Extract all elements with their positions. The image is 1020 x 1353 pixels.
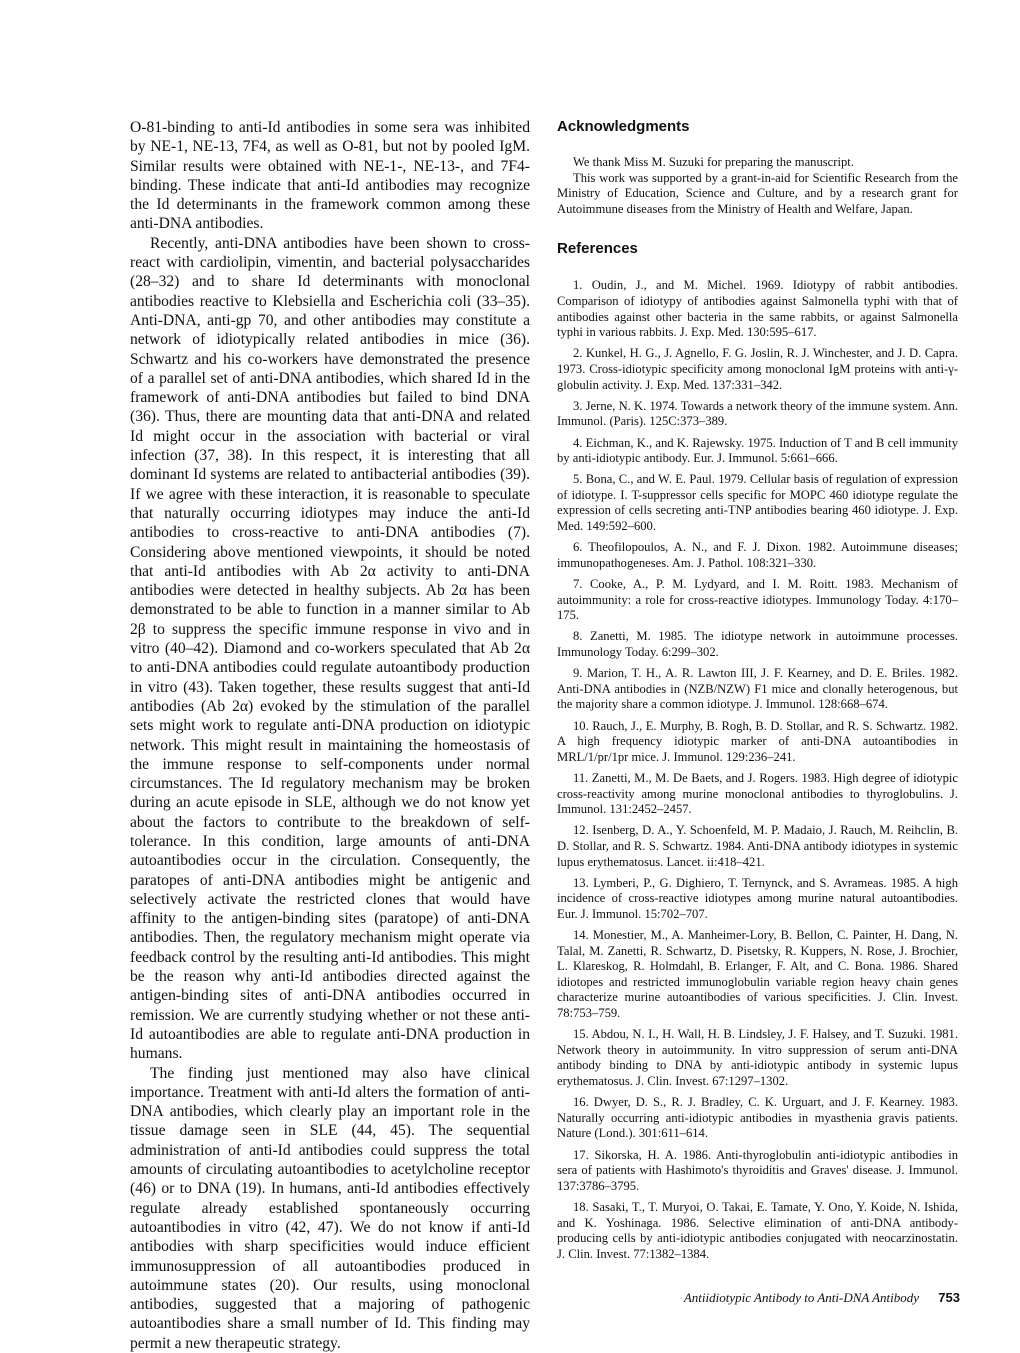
acknowledgments-paragraph-1: We thank Miss M. Suzuki for preparing the manuscript.: [573, 155, 854, 169]
body-paragraph-3: The finding just mentioned may also have clinical importance. Treatment with anti-Id alters the formation of anti-DNA antibodies, which clearly play an important role in the tissue damage seen in SLE (44, 45). The sequential administration of anti-Id antibodies could suppress the total amounts of circulating autoantibodies to acetylcholine receptor (46) or to DNA (19). In humans, anti-Id antibodies effectively regulate already established spontaneously occurring autoantibodies in vitro (42, 47). We do not know if anti-Id antibodies with sharp specificities would induce efficient immunosuppression of all autoantibodies produced in autoimmune states (20). Our results, using monoclonal antibodies, suggested that a majoring of pathogenic autoantibodies share a small number of Id. This finding may permit a new therapeutic strategy.: [130, 1064, 530, 1352]
references-heading: References: [557, 240, 638, 258]
right-column: [557, 118, 958, 1268]
reference-item: 12. Isenberg, D. A., Y. Schoenfeld, M. P. Madaio, J. Rauch, M. Reihclin, B. D. Stollar, and R. S. Schwartz. 1984. Anti-DNA antibody idiotypes in systemic lupus erythematosus. Lancet. ii:418–421.: [557, 823, 958, 869]
reference-item: 6. Theofilopoulos, A. N., and F. J. Dixon. 1982. Autoimmune diseases; immunopathogeneses. Am. J. Pathol. 108:321–330.: [557, 540, 958, 570]
acknowledgments-heading: Acknowledgments: [557, 118, 690, 135]
reference-item: 3. Jerne, N. K. 1974. Towards a network theory of the immune system. Ann. Immunol. (Paris). 125C:373–389.: [557, 398, 958, 429]
page-number: 753: [938, 1290, 960, 1305]
reference-item: 16. Dwyer, D. S., R. J. Bradley, C. K. Urguart, and J. F. Kearney. 1983. Naturally occurring anti-idiotypic antibodies in myasthenia gravis patients. Nature (Lond.). 301:611–614.: [557, 1095, 958, 1141]
reference-item: 8. Zanetti, M. 1985. The idiotype network in autoimmune processes. Immunology Today. 6:299–302.: [557, 629, 958, 659]
reference-item: 11. Zanetti, M., M. De Baets, and J. Rogers. 1983. High degree of idiotypic cross-reactivity among murine monoclonal antibodies to thyroglobulins. J. Immunol. 131:2452–2457.: [557, 770, 958, 817]
reference-item: 13. Lymberi, P., G. Dighiero, T. Ternynck, and S. Avrameas. 1985. A high incidence of cross-reactive idiotypes among murine natural autoantibodies. Eur. J. Immunol. 15:702–707.: [557, 875, 958, 921]
reference-item: 17. Sikorska, H. A. 1986. Anti-thyroglobulin anti-idiotypic antibodies in sera of patients with Hashimoto's thyroiditis and Graves' disease. J. Immunol. 137:3786–3795.: [557, 1147, 958, 1193]
reference-item: 9. Marion, T. H., A. R. Lawton III, J. F. Kearney, and D. E. Briles. 1982. Anti-DNA antibodies in (NZB/NZW) F1 mice and clonally heterogenous, but the majority share a common idiotype. J. Immunol. 128:668–674.: [557, 666, 958, 712]
body-paragraph-1: O-81-binding to anti-Id antibodies in some sera was inhibited by NE-1, NE-13, 7F4, as well as O-81, but not by pooled IgM. Similar results were obtained with NE-1-, NE-13-, and 7F4-binding. These indicate that anti-Id antibodies may recognize the Id determinants in the framework common among these anti-DNA antibodies.: [130, 119, 530, 233]
page-footer: [684, 1290, 960, 1306]
acknowledgments-paragraph-2: This work was supported by a grant-in-aid for Scientific Research from the Ministry of Education, Science and Culture, and by a research grant for Autoimmune diseases from the Ministry of Health and Welfare, Japan.: [557, 170, 958, 216]
reference-item: 1. Oudin, J., and M. Michel. 1969. Idiotypy of rabbit antibodies. Comparison of idiotypy of antibodies against Salmonella typhi with that of antibodies against other bacteria in the same rabbits, or against Salmonella typhi in various rabbits. J. Exp. Med. 130:595–617.: [557, 278, 958, 340]
body-paragraph-2: Recently, anti-DNA antibodies have been shown to cross-react with cardiolipin, vimentin, and bacterial polysaccharides (28–32) and to share Id determinants with monoclonal antibodies reactive to Klebsiella and Escherichia coli (33–35). Anti-DNA, anti-gp 70, and other antibodies may constitute a network of idiotypically related antibodies in mice (36). Schwartz and his co-workers have demonstrated the presence of a parallel set of anti-DNA antibodies, which shared Id in the framework of anti-DNA antibodies but failed to bind DNA (36). Thus, there are mounting data that anti-DNA and related Id might occur in the association with bacterial or viral infection (37, 38). In this respect, it is interesting that all dominant Id systems are related to antibacterial antibodies (39). If we agree with these interaction, it is reasonable to speculate that naturally occurring idiotypes may induce the anti-Id antibodies to cross-reactive to anti-DNA antibodies (7). Considering above mentioned viewpoints, it should be noted that anti-Id antibodies with Ab 2α activity to anti-DNA antibodies were detected in healthy subjects. Ab 2α has been demonstrated to be able to function in a manner similar to Ab 2β to suppress the specific immune response in vivo and in vitro (40–42). Diamond and co-workers speculated that Ab 2α to anti-DNA antibodies could regulate autoantibody production in vitro (43). Taken together, these results suggest that anti-Id antibodies (Ab 2α) evoked by the stimulation of the parallel sets might work to regulate anti-DNA production on idiotypic network. This might result in maintaining the homeostasis of the immune response to self-components under normal circumstances. The Id regulatory mechanism may be broken during an acute episode in SLE, although we do not know yet about the factors to contribute to the breakdown of self-tolerance. In this condition, large amounts of anti-DNA autoantibodies occur in the circulation. Consequently, the paratopes of anti-DNA antibodies might be antigenic and selectively activate the restricted clones that would have affinity to the antigen-binding sites (paratope) of anti-DNA antibodies. Then, the regulatory mechanism might operate via feedback control by the resulting anti-Id antibodies. This might be the reason why anti-Id antibodies directed against the antigen-binding sites of anti-DNA antibodies occurred in remission. We are currently studying whether or not these anti-Id autoantibodies are able to regulate anti-DNA production in humans.: [130, 234, 530, 1063]
running-title: Antiidiotypic Antibody to Anti-DNA Antibody: [683, 1290, 920, 1305]
acknowledgments-text: [557, 155, 958, 217]
reference-item: 10. Rauch, J., E. Murphy, B. Rogh, B. D. Stollar, and R. S. Schwartz. 1982. A high frequency idiotypic marker of anti-DNA autoantibodies in MRL/1/pr/1pr mice. J. Immunol. 129:236–241.: [557, 718, 958, 764]
reference-item: 18. Sasaki, T., T. Muryoi, O. Takai, E. Tamate, Y. Ono, Y. Koide, N. Ishida, and K. Yoshinaga. 1986. Selective elimination of anti-DNA antibody-producing cells by anti-idiotypic antibodies conjugated with neocarzinostatin. J. Clin. Invest. 77:1382–1384.: [557, 1199, 958, 1261]
reference-item: 5. Bona, C., and W. E. Paul. 1979. Cellular basis of regulation of expression of idiotype. I. T-suppressor cells specific for MOPC 460 idiotype regulate the expression of cells secreting anti-TNP antibodies bearing 460 idiotype. J. Exp. Med. 149:592–600.: [557, 472, 958, 534]
reference-item: 4. Eichman, K., and K. Rajewsky. 1975. Induction of T and B cell immunity by anti-idiotypic antibody. Eur. J. Immunol. 5:661–666.: [557, 435, 958, 466]
reference-item: 2. Kunkel, H. G., J. Agnello, F. G. Joslin, R. J. Winchester, and J. D. Capra. 1973. Cross-idiotypic specificity among monoclonal IgM proteins with anti-γ-globulin activity. J. Exp. Med. 137:331–342.: [557, 346, 958, 392]
reference-item: 14. Monestier, M., A. Manheimer-Lory, B. Bellon, C. Painter, H. Dang, N. Talal, M. Zanetti, R. Schwartz, D. Pisetsky, R. Kuppers, N. Rose, J. Brochier, L. Klareskog, R. Holmdahl, B. Erlanger, F. Alt, and C. Bona. 1986. Shared idiotopes and restricted immunoglobulin variable region heavy chain genes characterize murine autoantibodies of various specificities. J. Clin. Invest. 78:753–759.: [557, 928, 958, 1021]
reference-item: 15. Abdou, N. I., H. Wall, H. B. Lindsley, J. F. Halsey, and T. Suzuki. 1981. Network theory in autoimmunity. In vitro suppression of serum anti-DNA antibody binding to DNA by anti-idiotypic antibody in systemic lupus erythematosus. J. Clin. Invest. 67:1297–1302.: [557, 1027, 958, 1088]
references-list: [557, 278, 958, 1262]
left-column: [130, 118, 530, 1353]
reference-item: 7. Cooke, A., P. M. Lydyard, and I. M. Roitt. 1983. Mechanism of autoimmunity: a role for cross-reactive idiotypes. Immunology Today. 4:170–175.: [557, 577, 958, 623]
